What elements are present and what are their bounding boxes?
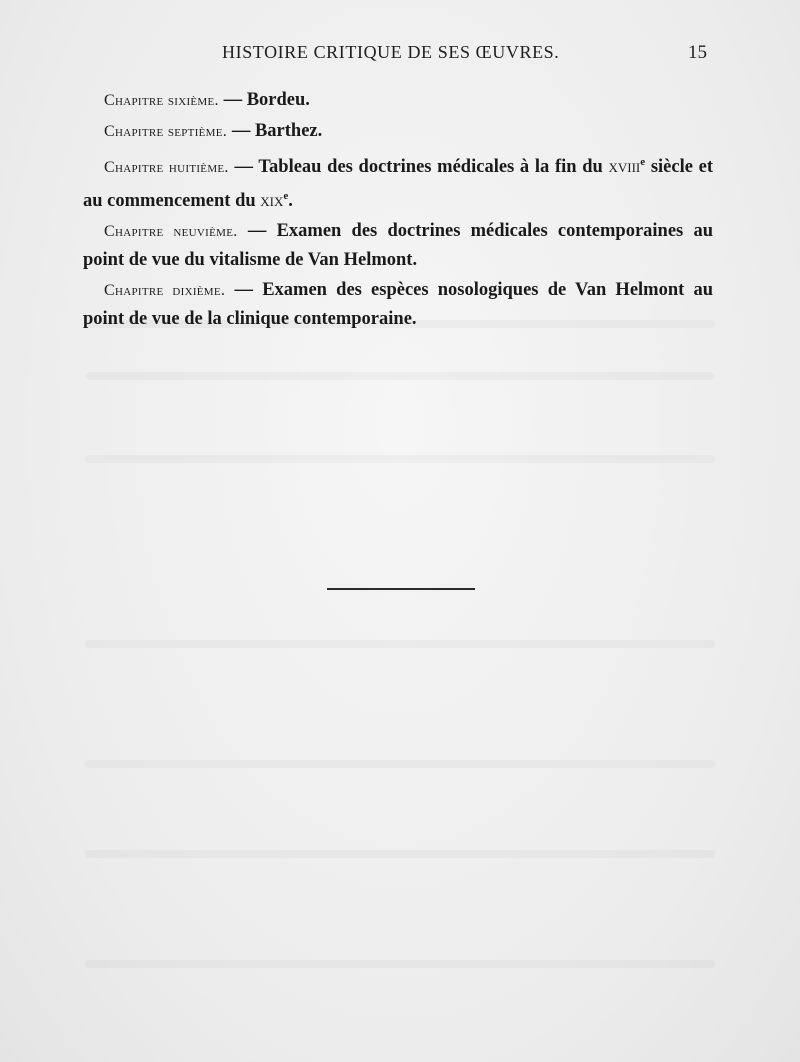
bleed-through-line <box>85 960 715 968</box>
superscript-mark: e <box>640 156 646 168</box>
chapter-title-part: . <box>288 191 293 212</box>
chapter-label: Chapitre dixième. <box>104 282 226 300</box>
chapter-label: Chapitre neuvième. <box>104 223 238 241</box>
chapter-title: — Examen des espèces nosologiques de Van Helmont au point de vue de la clinique contemporaine. <box>83 280 714 330</box>
running-title: HISTOIRE CRITIQUE DE SES ŒUVRES. <box>222 42 560 62</box>
chapter-entry-6 <box>83 86 713 115</box>
running-head <box>0 42 800 66</box>
chapter-entry-7 <box>83 117 713 146</box>
chapter-title: — Examen des doctrines médicales contemporaines au point de vue du vitalisme de Van Helmont. <box>83 221 714 271</box>
chapter-entry-9 <box>83 217 713 274</box>
chapter-label: Chapitre sixième. <box>104 92 219 109</box>
chapter-title-part: siècle et au commencement du <box>83 157 713 212</box>
bleed-through-line <box>85 850 715 858</box>
chapter-label: Chapitre septième. <box>104 123 228 140</box>
chapter-label: Chapitre huitième. <box>104 159 229 177</box>
chapter-entry-8 <box>83 148 713 215</box>
superscript-mark: e <box>283 190 289 203</box>
bleed-through-line <box>85 372 715 380</box>
century-numeral: xviii <box>608 157 641 178</box>
chapter-entry-10 <box>83 276 713 333</box>
chapter-list <box>83 86 713 335</box>
chapter-title: — Barthez. <box>231 121 323 141</box>
chapter-title-part: — Tableau des doctrines médicales à la fin du <box>234 157 609 178</box>
century-numeral: xix <box>260 191 284 212</box>
bleed-through-line <box>85 640 715 648</box>
section-divider <box>327 588 475 590</box>
bleed-through-line <box>85 455 715 463</box>
bleed-through-line <box>85 760 715 768</box>
page-number: 15 <box>688 42 707 63</box>
chapter-title: — Bordeu. <box>223 90 310 110</box>
